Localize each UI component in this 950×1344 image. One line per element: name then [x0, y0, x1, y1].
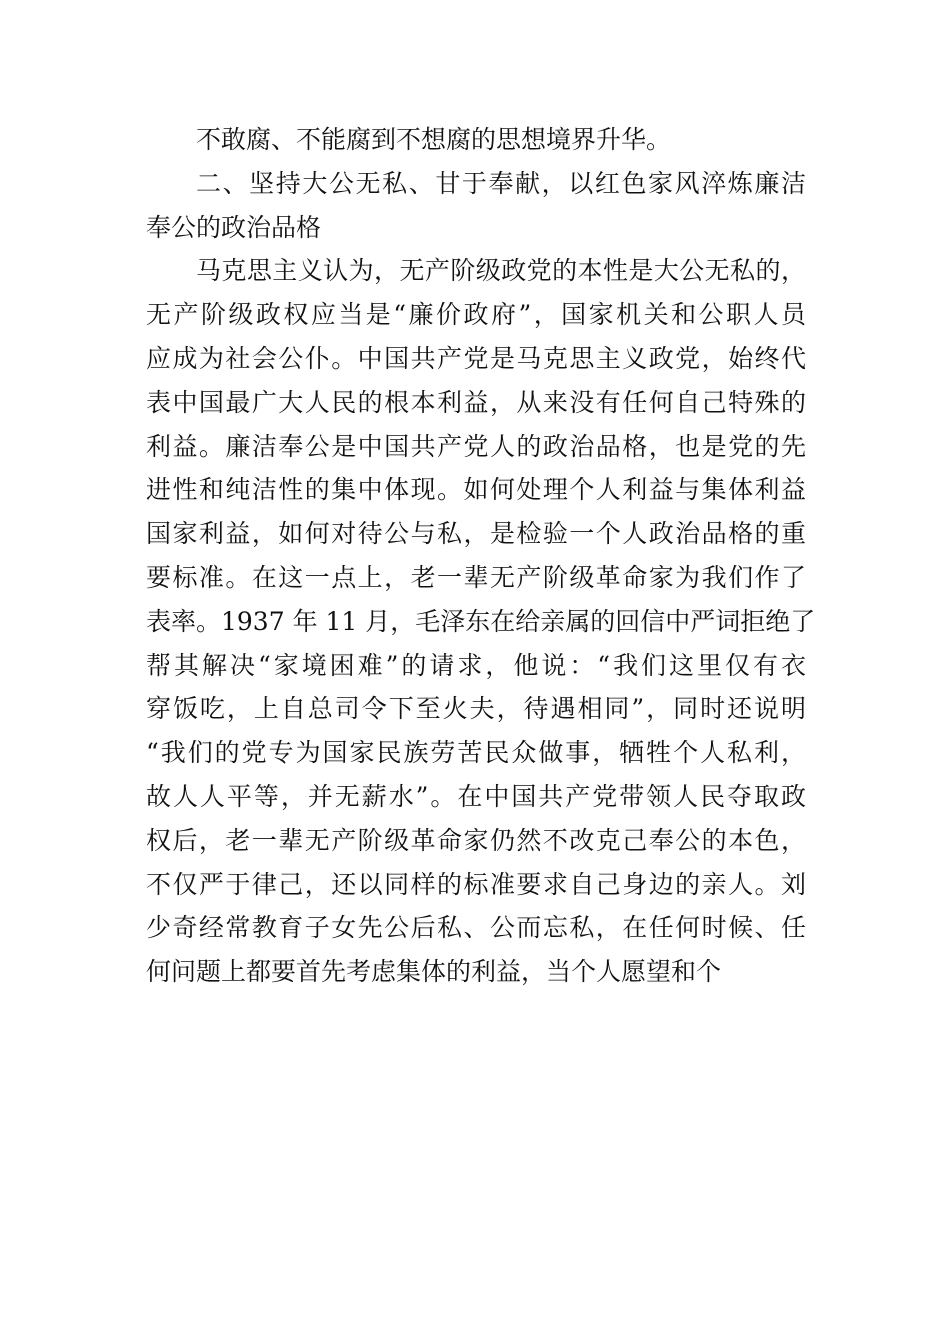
text-line: 穿饭吃，上自总司令下至火夫，待遇相同”，同时还说明 — [146, 694, 806, 724]
text-line: 不敢腐、不能腐到不想腐的思想境界升华。 — [196, 125, 672, 154]
text-line: 表率。1937 年 11 月，毛泽东在给亲属的回信中严词拒绝了 — [146, 606, 816, 636]
text-line: 表中国最广大人民的根本利益，从来没有任何自己特殊的 — [146, 387, 806, 417]
body-text — [146, 118, 816, 994]
text-line: 进性和纯洁性的集中体现。如何处理个人利益与集体利益 — [146, 475, 806, 505]
text-line: 帮其解决“家境困难”的请求，他说：“我们这里仅有衣 — [146, 650, 806, 680]
text-line: 要标准。在这一点上，老一辈无产阶级革命家为我们作了 — [146, 562, 806, 592]
text-line: 何问题上都要首先考虑集体的利益，当个人愿望和个 — [146, 957, 722, 987]
text-line: 少奇经常教育子女先公后私、公而忘私，在任何时候、任 — [146, 913, 806, 943]
text-line: 无产阶级政权应当是“廉价政府”，国家机关和公职人员 — [146, 300, 806, 330]
text-line: 应成为社会公仆。中国共产党是马克思主义政党，始终代 — [146, 343, 806, 373]
text-line: 权后，老一辈无产阶级革命家仍然不改克己奉公的本色， — [146, 825, 806, 855]
section-heading-line: 奉公的政治品格 — [146, 212, 322, 242]
text-line: “我们的党专为国家民族劳苦民众做事，牺牲个人私利， — [146, 738, 806, 768]
section-heading-line: 二、坚持大公无私、甘于奉献，以红色家风淬炼廉洁 — [196, 168, 806, 198]
text-line: 国家利益，如何对待公与私，是检验一个人政治品格的重 — [146, 519, 806, 549]
text-line: 故人人平等，并无薪水”。在中国共产党带领人民夺取政 — [146, 781, 806, 811]
text-line: 利益。廉洁奉公是中国共产党人的政治品格，也是党的先 — [146, 431, 806, 461]
text-line: 马克思主义认为，无产阶级政党的本性是大公无私的， — [196, 256, 806, 286]
text-line: 不仅严于律己，还以同样的标准要求自己身边的亲人。刘 — [146, 869, 806, 899]
